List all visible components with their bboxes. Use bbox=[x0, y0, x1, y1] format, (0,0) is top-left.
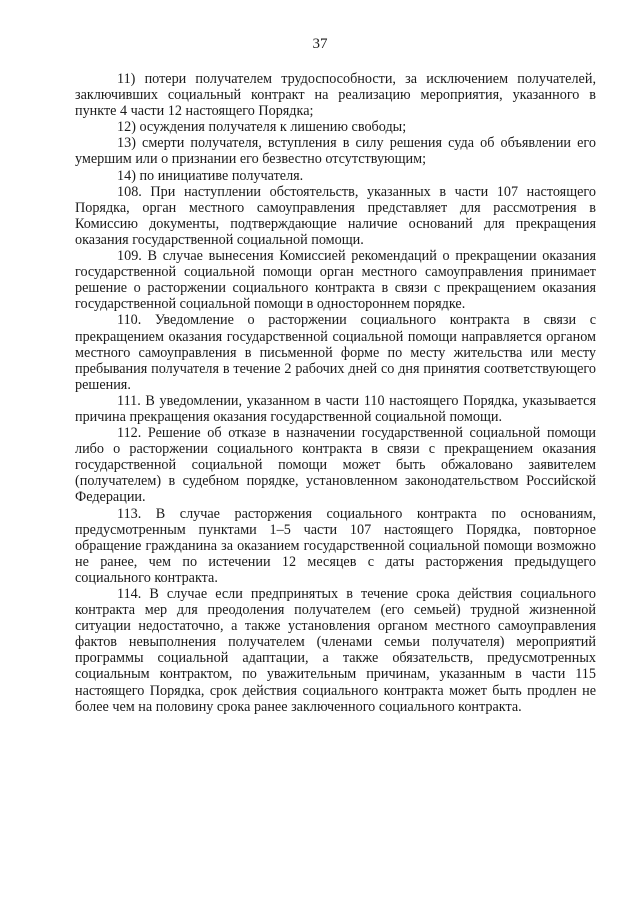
paragraph-114: 114. В случае если предпринятых в течение срока действия социального контракта мер для преодоления получателем (его семьей) трудной жизненной ситуации недостаточно, а также установления органом местного самоуправления фактов невыполнения получателем (членами семьи получателя) мероприятий программы социальной адаптации, а также обязательств, предусмотренных социальным контрактом, по уважительным причинам, указанным в части 115 настоящего Порядка, срок действия социального контракта может быть продлен не более чем на половину срока ранее заключенного социального контракта. bbox=[75, 586, 596, 715]
paragraph-113: 113. В случае расторжения социального контракта по основаниям, предусмотренным пунктами 1–5 части 107 настоящего Порядка, повторное обращение гражданина за оказанием государственной социальной помощи возможно не ранее, чем по истечении 12 месяцев с даты расторжения предыдущего социального контракта. bbox=[75, 505, 596, 586]
paragraph-item-14: 14) по инициативе получателя. bbox=[117, 167, 304, 184]
page-number: 37 bbox=[312, 36, 328, 52]
document-body bbox=[75, 71, 596, 715]
paragraph-109: 109. В случае вынесения Комиссией рекомендаций о прекращении оказания государственной социальной помощи орган местного самоуправления принимает решение о расторжении социального контракта в связи с прекращением оказания государственной социальной помощи в одностороннем порядке. bbox=[75, 248, 596, 313]
paragraph-108: 108. При наступлении обстоятельств, указанных в части 107 настоящего Порядка, орган местного самоуправления представляет для рассмотрения в Комиссию документы, подтверждающие наличие оснований для прекращения оказания государственной социальной помощи. bbox=[75, 183, 596, 248]
paragraph-112: 112. Решение об отказе в назначении государственной социальной помощи либо о расторжении социального контракта в связи с прекращением оказания государственной социальной помощи может быть обжаловано заявителем (получателем) в судебном порядке, установленном законодательством Российской Федерации. bbox=[75, 425, 596, 506]
paragraph-110: 110. Уведомление о расторжении социального контракта в связи с прекращением оказания государственной социальной помощи направляется органом местного самоуправления в письменной форме по месту жительства или месту пребывания получателя в течение 2 рабочих дней со дня принятия соответствующего решения. bbox=[75, 312, 596, 393]
paragraph-item-12: 12) осуждения получателя к лишению свободы; bbox=[117, 119, 407, 136]
paragraph-111: 111. В уведомлении, указанном в части 110 настоящего Порядка, указывается причина прекращения оказания государственной социальной помощи. bbox=[75, 392, 596, 425]
paragraph-item-11: 11) потери получателем трудоспособности, за исключением получателей, заключивших социальный контракт на реализацию мероприятия, указанного в пункте 4 части 12 настоящего Порядка; bbox=[75, 71, 596, 120]
paragraph-item-13: 13) смерти получателя, вступления в силу решения суда об объявлении его умершим или о признании его безвестно отсутствующим; bbox=[75, 135, 596, 168]
